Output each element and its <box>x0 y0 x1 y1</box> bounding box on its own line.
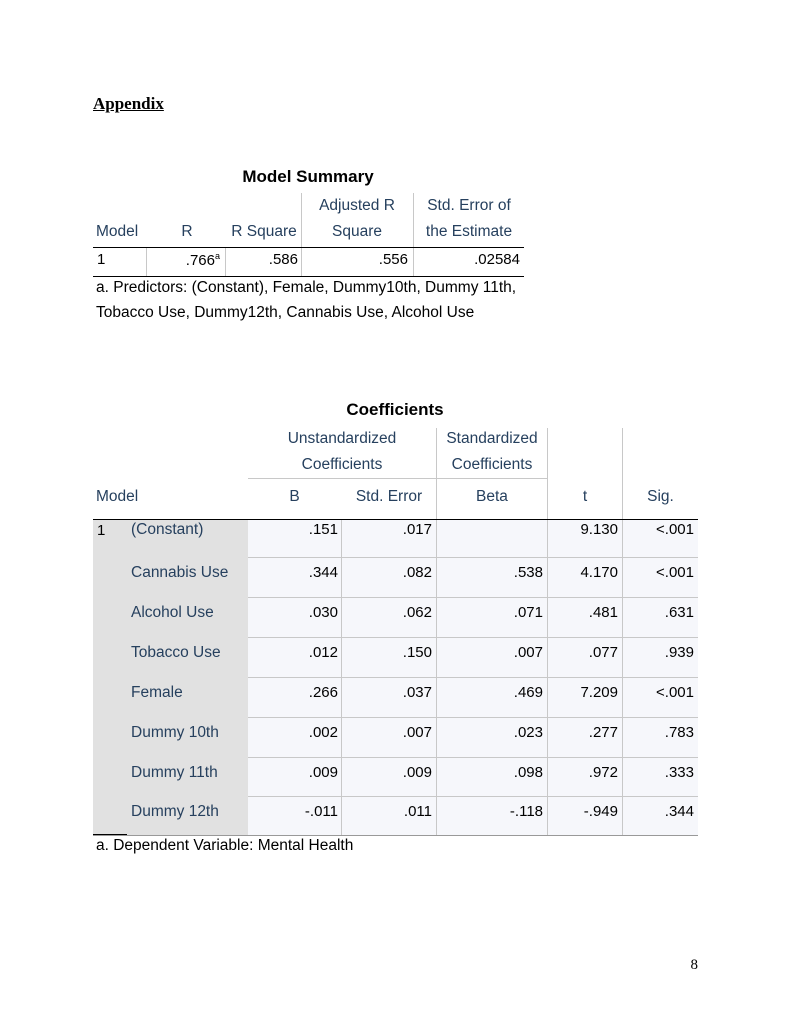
row-label: Dummy 11th <box>131 764 218 781</box>
header-beta: Beta <box>476 488 508 505</box>
col-divider <box>436 520 437 835</box>
col-divider <box>547 428 548 519</box>
row-divider <box>248 637 698 638</box>
b-value: .344 <box>308 564 338 581</box>
b-value: .151 <box>308 521 338 538</box>
summary-r-value <box>150 251 220 269</box>
b-value: -.011 <box>304 803 338 820</box>
header-rule <box>93 519 698 520</box>
header-standardized-line2: Coefficients <box>451 456 533 473</box>
t-value: 7.209 <box>580 684 618 701</box>
beta-value: .098 <box>513 764 543 781</box>
row-divider <box>248 557 698 558</box>
header-std-error-line2: the Estimate <box>425 223 513 240</box>
header-std-error: Std. Error <box>355 488 423 505</box>
t-value: .972 <box>588 764 618 781</box>
row-label: Dummy 10th <box>131 724 219 741</box>
summary-r-number: .766 <box>185 252 215 269</box>
row-label: Tobacco Use <box>131 644 221 661</box>
header-unstandardized-line2: Coefficients <box>301 456 383 473</box>
col-divider <box>301 193 302 277</box>
col-divider <box>146 248 147 276</box>
sig-value: .344 <box>664 803 694 820</box>
std-error-value: .009 <box>402 764 432 781</box>
b-value: .012 <box>308 644 338 661</box>
sig-value: .939 <box>664 644 694 661</box>
header-standardized-line1: Standardized <box>446 430 538 447</box>
b-value: .030 <box>308 604 338 621</box>
std-error-value: .017 <box>402 521 432 538</box>
t-value: 9.130 <box>580 521 618 538</box>
summary-adjusted-r-square-value: .556 <box>378 251 408 268</box>
footer-rule <box>93 835 698 836</box>
footer-rule-short <box>93 834 127 835</box>
summary-std-error-value: .02584 <box>474 251 520 268</box>
footer-rule <box>93 276 524 277</box>
summary-footnote-line2: Tobacco Use, Dummy12th, Cannabis Use, Alcohol Use <box>96 304 475 321</box>
col-divider <box>436 428 437 519</box>
header-b: B <box>289 488 300 505</box>
t-value: .481 <box>588 604 618 621</box>
summary-r-superscript: a <box>214 251 220 261</box>
b-value: .009 <box>308 764 338 781</box>
header-r: R <box>181 223 193 240</box>
col-divider <box>622 520 623 835</box>
t-value: 4.170 <box>580 564 618 581</box>
beta-value: -.118 <box>509 803 543 820</box>
header-model: Model <box>96 488 139 505</box>
coefficients-footnote: a. Dependent Variable: Mental Health <box>96 837 354 854</box>
sig-value: <.001 <box>656 564 694 581</box>
row-label: Alcohol Use <box>131 604 214 621</box>
header-adjusted-r-line2: Square <box>332 223 382 240</box>
summary-footnote-line1: a. Predictors: (Constant), Female, Dummy10th, Dummy 11th, <box>96 279 517 296</box>
sig-value: .631 <box>664 604 694 621</box>
row-label: Cannabis Use <box>131 564 229 581</box>
sig-value: .333 <box>664 764 694 781</box>
header-model: Model <box>96 223 139 240</box>
beta-value: .469 <box>513 684 543 701</box>
row-label: (Constant) <box>131 521 204 538</box>
t-value: .077 <box>588 644 618 661</box>
model-number: 1 <box>97 522 106 539</box>
header-sig: Sig. <box>647 488 674 505</box>
std-error-value: .082 <box>402 564 432 581</box>
row-label: Female <box>131 684 183 701</box>
sig-value: <.001 <box>656 521 694 538</box>
row-divider <box>248 757 698 758</box>
summary-model-value: 1 <box>97 251 106 268</box>
appendix-heading: Appendix <box>93 94 164 113</box>
summary-r-square-value: .586 <box>268 251 298 268</box>
b-value: .266 <box>308 684 338 701</box>
page-number: 8 <box>690 957 698 973</box>
sig-value: .783 <box>664 724 694 741</box>
col-divider <box>547 520 548 835</box>
coefficients-title: Coefficients <box>346 400 444 419</box>
std-error-value: .037 <box>402 684 432 701</box>
sig-value: <.001 <box>656 684 694 701</box>
t-value: .277 <box>588 724 618 741</box>
beta-value: .071 <box>513 604 543 621</box>
beta-value: .007 <box>513 644 543 661</box>
header-rule <box>93 247 524 248</box>
header-t: t <box>582 488 588 505</box>
header-std-error-line1: Std. Error of <box>427 197 511 214</box>
col-divider <box>413 193 414 277</box>
col-divider <box>622 428 623 519</box>
beta-value: .538 <box>513 564 543 581</box>
col-divider <box>341 520 342 835</box>
header-adjusted-r-line1: Adjusted R <box>319 197 395 214</box>
col-divider <box>225 248 226 276</box>
std-error-value: .062 <box>402 604 432 621</box>
std-error-value: .011 <box>403 803 432 820</box>
std-error-value: .007 <box>402 724 432 741</box>
row-label: Dummy 12th <box>131 803 219 820</box>
t-value: -.949 <box>583 803 618 820</box>
header-r-square: R Square <box>231 223 297 240</box>
row-divider <box>248 597 698 598</box>
row-divider <box>248 717 698 718</box>
beta-value: .023 <box>513 724 543 741</box>
row-divider <box>248 796 698 797</box>
group-rule <box>248 478 547 479</box>
header-unstandardized-line1: Unstandardized <box>287 430 397 447</box>
model-summary-title: Model Summary <box>242 167 374 186</box>
std-error-value: .150 <box>402 644 432 661</box>
row-divider <box>248 677 698 678</box>
b-value: .002 <box>308 724 338 741</box>
